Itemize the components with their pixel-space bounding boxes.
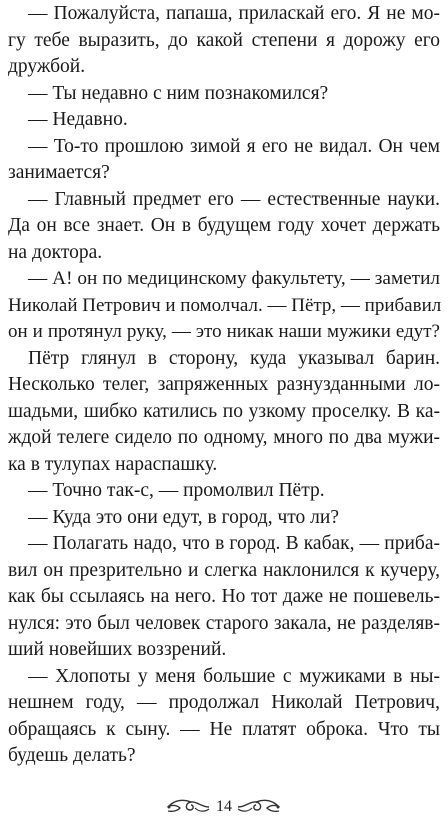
text-line: — Ты недавно с ним познакомился? xyxy=(28,82,329,104)
text-line: нешнем году, — продолжал Николай Петрович, xyxy=(8,692,440,713)
page-number: 14 xyxy=(216,798,232,815)
text-line: как бы ссылаясь на него. Но тот даже не пошевель- xyxy=(8,586,440,607)
text-line: — То-то прошлою зимой я его не видал. Он чем xyxy=(28,135,440,157)
flourish-right-icon xyxy=(236,797,282,817)
text-line: — Главный предмет его — естественные науки. xyxy=(28,188,440,210)
text-line: — А! он по медицинскому факультету, — заметил xyxy=(28,268,440,289)
text-line: дружбой. xyxy=(8,56,86,77)
text-line: — Полагать надо, что в город. В кабак, — приба- xyxy=(28,533,440,554)
text-line: вил он презрительно и слегка наклонился к кучеру, xyxy=(8,559,440,581)
text-line: — Куда это они едут, в город, что ли? xyxy=(28,506,339,528)
text-line: занимается? xyxy=(8,162,110,183)
text-line: Пётр глянул в сторону, куда указывал барин. xyxy=(28,347,440,369)
text-line: Да он все знает. Он в будущем году хочет держать xyxy=(8,215,440,236)
text-line: ждой телеге сидело по одному, много по два мужи- xyxy=(8,427,440,448)
text-line: он и протянул руку, — это никак наши мужики едут? xyxy=(8,321,440,342)
text-line: будешь делать? xyxy=(8,745,136,766)
text-line: — Пожалуйста, папаша, приласкай его. Я не мо- xyxy=(28,3,440,24)
text-line: ка в тулупах нараспашку. xyxy=(8,453,218,475)
page-footer xyxy=(0,796,448,818)
text-line: — Точно так-с, — промолвил Пётр. xyxy=(28,480,325,501)
flourish-left-icon xyxy=(165,797,211,817)
text-line: Несколько телег, запряженных разнузданными ло- xyxy=(8,374,440,395)
text-line: шадьми, шибко катились по узкому проселку. В ка- xyxy=(8,400,440,422)
text-line: на доктора. xyxy=(8,241,103,263)
text-line: обращаясь к сыну. — Не платят оброка. Что ты xyxy=(8,718,440,740)
text-line: Николай Петрович и помолчал. — Пётр, — прибавил xyxy=(8,294,442,316)
text-line: — Недавно. xyxy=(28,109,128,130)
text-line: — Хлопоты у меня большие с мужиками в ны- xyxy=(28,665,440,687)
text-line: нулся: это был человек старого закала, не разделяв- xyxy=(8,612,440,634)
text-line: ший новейших воззрений. xyxy=(8,639,227,660)
text-line: гу тебе выразить, до какой степени я дорожу его xyxy=(8,29,440,51)
